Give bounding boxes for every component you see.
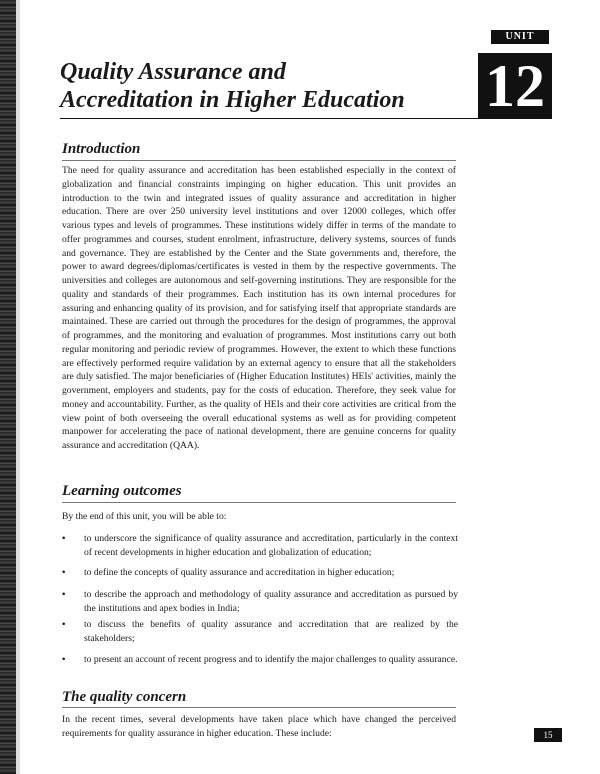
bullet-icon: • (62, 589, 66, 600)
bullet-icon: • (62, 654, 66, 665)
introduction-heading: Introduction (62, 141, 141, 157)
list-item-text: to discuss the benefits of quality assurance and accreditation that are realized by the stakeholders; (84, 619, 458, 644)
learning-outcomes-rule (62, 502, 456, 503)
title-line-2: Accreditation in Higher Education (60, 87, 405, 113)
quality-concern-body: In the recent times, several developments have taken place which have changed the perceived requirements for quality assurance in higher education. These include: (62, 714, 456, 739)
introduction-body: The need for quality assurance and accreditation has been established especially in the context of globalization and financial constraints impinging on higher education. This unit provides an introduction to the twin and integrated issues of quality assurance and accreditation in higher education. There are over 250 university level institutions and over 12000 colleges, which offer various types and levels of programmes. These institutions widely differ in terms of the mandate to offer programmes and courses, student enrolment, infrastructure, delivery systems, sources of funds and governance. They are established by the Center and the State governments and, therefore, the power to award degrees/diplomas/certificates is vested in them by the respective governments. The universities and colleges are autonomous and self-governing institutions. They are responsible for the quality and standards of their programmes. Each institution has its own internal procedures for assuring and enhancing quality of its provision, and for satisfying itself that appropriate standards are maintained. These are carried out through the procedures for the design of programmes, the approval of programmes, and the monitoring and evaluation of programmes. Most institutions carry out both regular monitoring and periodic review of programmes. However, the extent to which these functions are effectively performed require validation by an external agency to ensure that all the stakeholders are duly satisfied. The major beneficiaries of (Higher Education Institutes) HEIs' activities, mainly the government, employers and students, pay for the costs of education. Therefore, they seek value for money and accountability. Further, as the quality of HEIs and their core activities are critical from the view point of both overseeing the overall educational systems as well as for providing competent manpower for accelerating the pace of national development, there are genuine concerns for quality assurance and accreditation (QAA). (62, 165, 456, 451)
bullet-icon: • (62, 533, 66, 544)
list-item-text: to define the concepts of quality assurance and accreditation in higher education; (84, 567, 395, 578)
learning-outcomes-heading: Learning outcomes (62, 483, 182, 499)
introduction-rule (62, 160, 456, 161)
bullet-icon: • (62, 619, 66, 630)
list-item-text: to describe the approach and methodology of quality assurance and accreditation as pursued by the institutions and apex bodies in India; (84, 589, 458, 614)
title-underline (60, 118, 478, 119)
page-number: 15 (534, 728, 562, 742)
learning-outcomes-lead: By the end of this unit, you will be able to: (62, 511, 227, 522)
unit-number: 12 (478, 53, 552, 119)
scan-edge-shadow (16, 0, 20, 774)
list-item-text: to present an account of recent progress and to identify the major challenges to quality assurance. (84, 654, 458, 665)
page-title (60, 58, 470, 114)
unit-label: UNIT (491, 30, 549, 44)
quality-concern-rule (62, 707, 456, 708)
bullet-icon: • (62, 567, 66, 578)
quality-concern-heading: The quality concern (62, 689, 187, 705)
title-line-1: Quality Assurance and (60, 59, 286, 85)
list-item-text: to underscore the significance of quality assurance and accreditation, particularly in the context of recent developments in higher education and globalization of education; (84, 533, 458, 558)
scan-edge (0, 0, 16, 774)
